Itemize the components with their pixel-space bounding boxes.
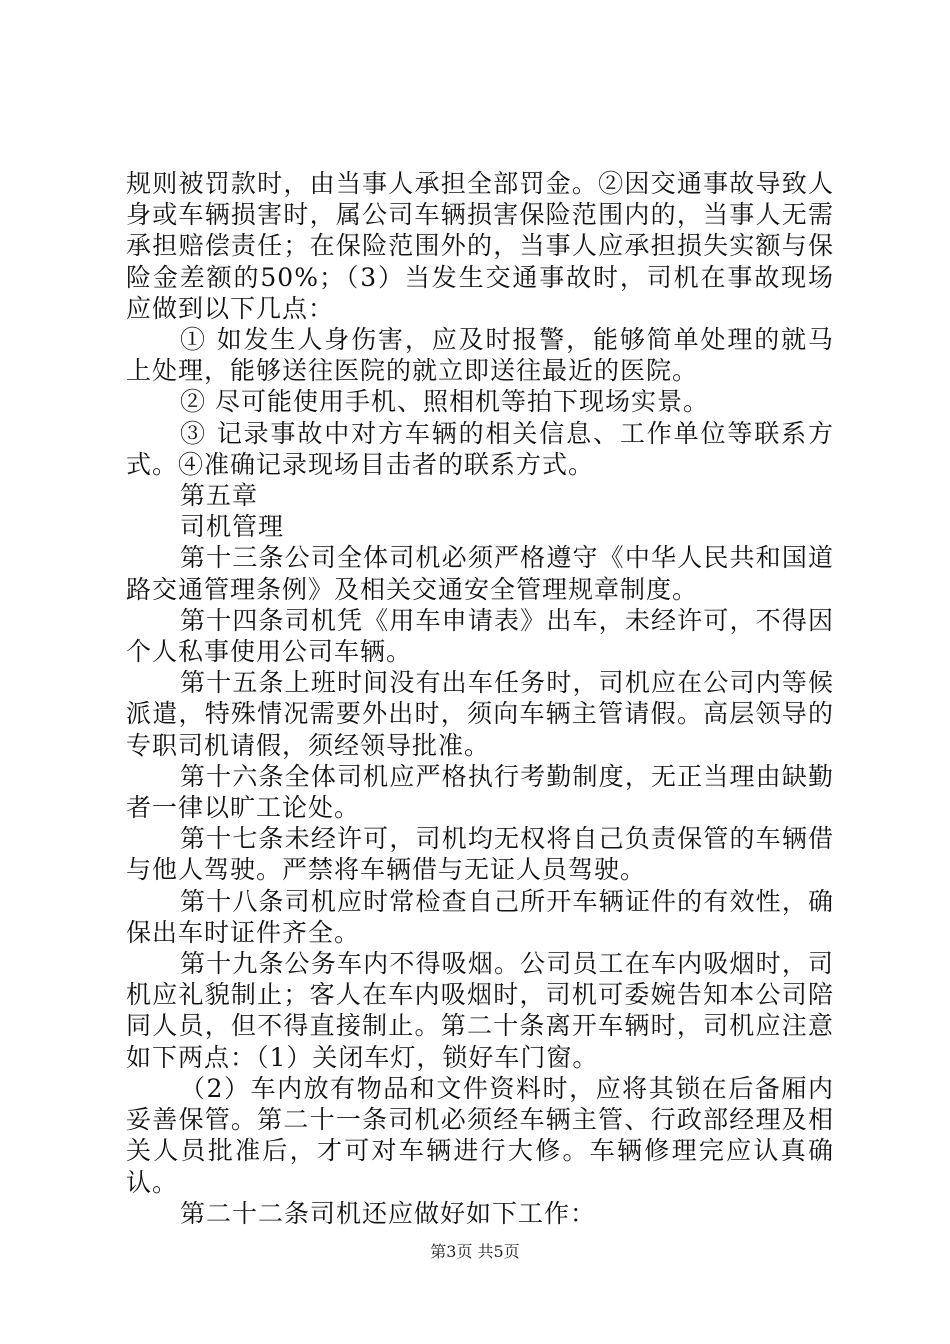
article-15: 第十五条上班时间没有出车任务时，司机应在公司内等候派遣，特殊情况需要外出时，须向车辆主管请假。高层领导的专职司机请假，须经领导批准。 [126,668,834,760]
page-footer [0,1242,950,1262]
article-13: 第十三条公司全体司机必须严格遵守《中华人民共和国道路交通管理条例》及相关交通安全管理规章制度。 [126,543,834,604]
document-body [126,168,834,1229]
chapter-title: 司机管理 [180,512,285,542]
chapter-number: 第五章 [180,481,259,511]
article-22: 第二十二条司机还应做好如下工作： [180,1198,597,1228]
article-16: 第十六条全体司机应严格执行考勤制度，无正当理由缺勤者一律以旷工论处。 [126,761,834,823]
article-20-21: （2）车内放有物品和文件资料时，应将其锁在后备厢内妥善保管。第二十一条司机必须经车辆主管、行政部经理及相关人员批准后，才可对车辆进行大修。车辆修理完应认真确认。 [126,1073,834,1197]
article-19-20: 第十九条公务车内不得吸烟。公司员工在车内吸烟时，司机应礼貌制止；客人在车内吸烟时，司机可委婉告知本公司陪同人员，但不得直接制止。第二十条离开车辆时，司机应注意如下两点：（1）关闭车灯，锁好车门窗。 [126,949,834,1072]
article-18: 第十八条司机应时常检查自己所开车辆证件的有效性，确保出车时证件齐全。 [126,886,834,947]
paragraph-2: ① 如发生人身伤害，应及时报警，能够简单处理的就马上处理，能够送往医院的就立即送往最近的医院。 [126,325,834,386]
paragraph-1: 规则被罚款时，由当事人承担全部罚金。②因交通事故导致人身或车辆损害时，属公司车辆损害保险范围内的，当事人无需承担赔偿责任；在保险范围外的，当事人应承担损失实额与保险金差额的50%；（3）当发生交通事故时，司机在事故现场应做到以下几点： [126,169,834,323]
article-14: 第十四条司机凭《用车申请表》出车，未经许可，不得因个人私事使用公司车辆。 [126,605,834,667]
page-number-label: 第3页 共5页 [430,1242,520,1261]
article-17: 第十七条未经许可，司机均无权将自己负责保管的车辆借与他人驾驶。严禁将车辆借与无证人员驾驶。 [126,824,834,885]
paragraph-4: ③ 记录事故中对方车辆的相关信息、工作单位等联系方式。④准确记录现场目击者的联系方式。 [126,418,834,479]
paragraph-3: ② 尽可能使用手机、照相机等拍下现场实景。 [180,387,709,417]
